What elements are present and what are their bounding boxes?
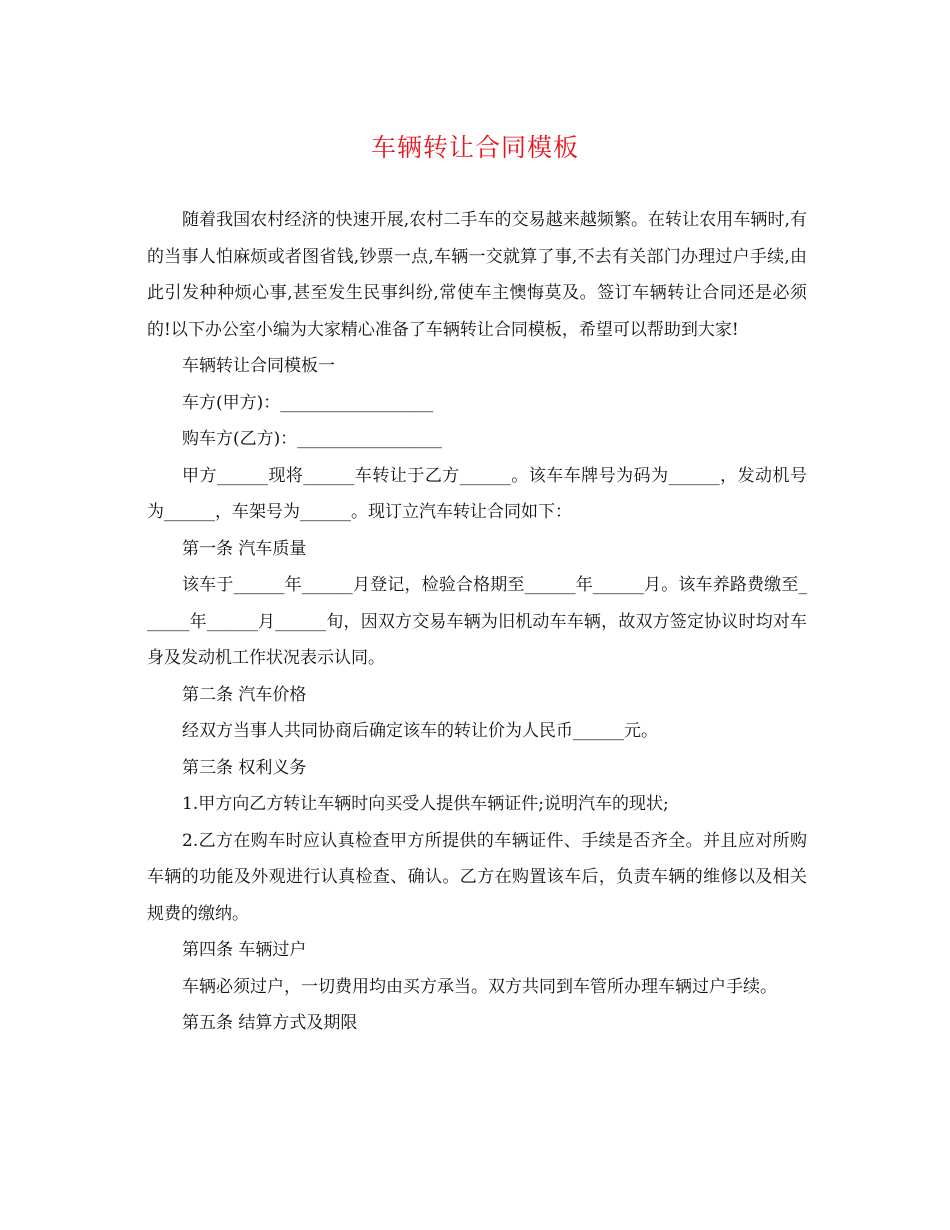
document-title: 车辆转让合同模板	[370, 133, 579, 162]
seller-line: 车方(甲方)：__________________	[182, 392, 434, 413]
article-3-item-1: 1.甲方向乙方转让车辆时向买受人提供车辆证件;说明汽车的现状;	[182, 794, 669, 814]
article-3-item-2: 2.乙方在购车时应认真检查甲方所提供的车辆证件、手续是否齐全。并且应对所购车辆的功能及外观进行认真检查、确认。乙方在购置该车后，负责车辆的维修以及相关规费的缴纳。	[147, 830, 807, 924]
article-5-heading: 第五条 结算方式及期限	[182, 1013, 358, 1033]
article-2-paragraph: 经双方当事人共同协商后确定该车的转让价为人民币______元。	[182, 721, 658, 741]
article-1-heading: 第一条 汽车质量	[182, 538, 307, 559]
article-1-paragraph: 该车于______年______月登记，检验合格期至______年______月。该车养路费缴至______年______月______旬，因双方交易车辆为旧机动车车辆，故双方签定协议时均对车身及发动机工作状况表示认同。	[147, 575, 807, 668]
buyer-line: 购车方(乙方)：_________________	[182, 429, 442, 449]
template-heading: 车辆转让合同模板一	[182, 356, 335, 376]
article-4-heading: 第四条 车辆过户	[182, 940, 307, 960]
article-2-heading: 第二条 汽车价格	[182, 684, 307, 705]
article-3-heading: 第三条 权利义务	[182, 757, 307, 778]
document-body	[147, 202, 807, 1042]
article-4-paragraph: 车辆必须过户，一切费用均由买方承当。双方共同到车管所办理车辆过户手续。	[182, 976, 777, 997]
intro-paragraph: 随着我国农村经济的快速开展,农村二手车的交易越来越频繁。在转让农用车辆时,有的当事人怕麻烦或者图省钱,钞票一点,车辆一交就算了事,不去有关部门办理过户手续,由此引发种种烦心事,甚至发生民事纠纷,常使车主懊悔莫及。签订车辆转让合同还是必须的!以下办公室小编为大家精心准备了车辆转让合同模板，希望可以帮助到大家!	[147, 210, 807, 340]
transfer-paragraph: 甲方______现将______车转让于乙方______。该车车牌号为码为______，发动机号为______，车架号为______。现订立汽车转让合同如下：	[147, 465, 807, 522]
